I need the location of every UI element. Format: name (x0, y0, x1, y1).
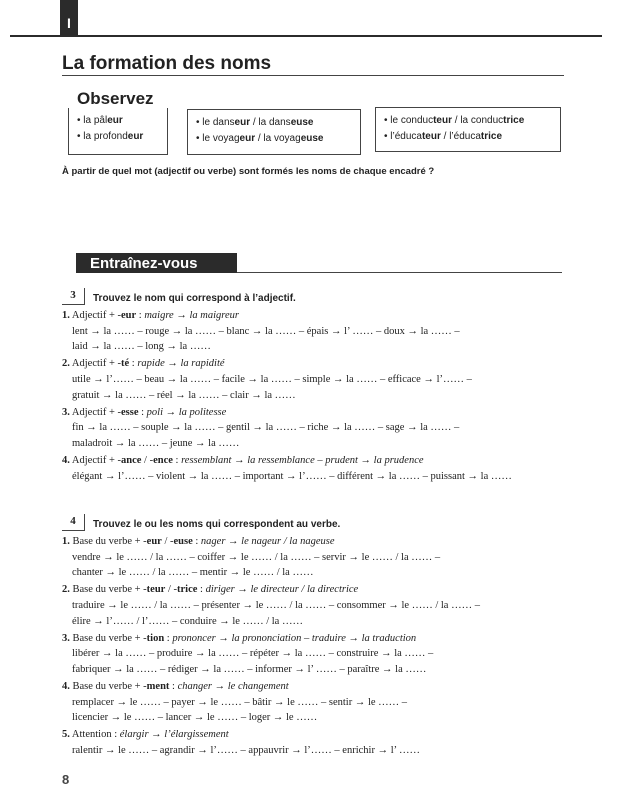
exercise-number: 3 (62, 288, 85, 305)
chapter-badge: I (60, 0, 78, 36)
example-line: • le danseur / la danseuse (196, 117, 314, 128)
exercise-line: fin → la …… – souple → la …… – gentil → la …… – riche → la …… – sage → la …… – (72, 422, 460, 434)
exercise-line: utile → l’…… – beau → la …… – facile → la …… – simple → la …… – efficace → l’…… – (72, 373, 472, 385)
section-title: La formation des noms (62, 53, 272, 74)
exercise-line: élire → l’…… / l’…… – conduire → le …… / la …… (72, 615, 303, 627)
exercise-line: chanter → le …… / la …… – mentir → le …… / la …… (72, 567, 314, 579)
exercise-number: 4 (62, 514, 85, 531)
observez-heading: Observez (77, 89, 154, 108)
exercise-line: lent → la …… – rouge → la …… – blanc → la …… – épais → l’ …… – doux → la …… – (72, 325, 460, 337)
top-rule (10, 35, 602, 37)
example-line: • la pâleur (77, 115, 123, 126)
example-box-1 (68, 108, 168, 155)
exercise-line: maladroit → la …… – jeune → la …… (72, 437, 240, 449)
example-box-2 (187, 109, 361, 155)
exercise-line: libérer → la …… – produire → la …… – répéter → la …… – construire → la …… – (72, 648, 434, 660)
page-number: 8 (62, 772, 70, 787)
exercise-line: gratuit → la …… – réel → la …… – clair → la …… (72, 389, 296, 401)
entrainez-rule (237, 272, 562, 273)
item-heading: 4. Base du verbe + -ment : changer → le changement (62, 680, 289, 692)
exercise-instruction: Trouvez le nom qui correspond à l’adjectif. (93, 293, 296, 304)
exercise-line: licencier → le …… – lancer → le …… – loger → le …… (72, 712, 318, 724)
exercise-line: laid → la …… – long → la …… (72, 341, 211, 353)
exercise-line: vendre → le …… / la …… – coiffer → le …… / la …… – servir → le …… / la …… – (72, 551, 441, 563)
item-heading: 4. Adjectif + -ance / -ence : ressemblant → la ressemblance – prudent → la prudence (62, 454, 424, 466)
item-heading: 1. Adjectif + -eur : maigre → la maigreur (62, 310, 239, 321)
exercise-line: fabriquer → la …… – rédiger → la …… – informer → l’ …… – paraître → la …… (72, 663, 427, 675)
item-heading: 3. Adjectif + -esse : poli → la politesse (62, 406, 227, 418)
exercise-line: remplacer → le …… – payer → le …… – bâtir → le …… – sentir → le …… – (72, 696, 408, 708)
exercise-instruction: Trouvez le ou les noms qui correspondent au verbe. (93, 519, 341, 530)
exercise-line: traduire → le …… / la …… – présenter → le …… / la …… – consommer → le …… / la …… – (72, 599, 480, 611)
title-rule (62, 75, 564, 76)
example-line: • le voyageur / la voyageuse (196, 133, 324, 144)
entrainez-heading: Entraînez-vous (90, 255, 198, 272)
example-line: • la profondeur (77, 131, 144, 142)
exercise-line: élégant → l’…… – violent → la …… – important → l’…… – différent → la …… – puissant → la …… (72, 470, 512, 482)
question-text: À partir de quel mot (adjectif ou verbe) sont formés les noms de chaque encadré ? (62, 166, 435, 177)
item-heading: 2. Base du verbe + -teur / -trice : diriger → le directeur / la directrice (62, 584, 359, 596)
example-line: • le conducteur / la conductrice (384, 115, 525, 126)
item-heading: 3. Base du verbe + -tion : prononcer → la prononciation – traduire → la traduction (62, 632, 417, 644)
exercise-line: ralentir → le …… – agrandir → l’…… – appauvrir → l’…… – enrichir → l’ …… (72, 744, 420, 756)
item-heading: 1. Base du verbe + -eur / -euse : nager → le nageur / la nageuse (62, 536, 335, 547)
example-box-3 (375, 107, 561, 152)
item-heading: 2. Adjectif + -té : rapide → la rapidité (62, 358, 225, 370)
example-line: • l’éducateur / l’éducatrice (384, 131, 503, 142)
item-heading: 5. Attention : élargir → l’élargissement (62, 729, 229, 741)
